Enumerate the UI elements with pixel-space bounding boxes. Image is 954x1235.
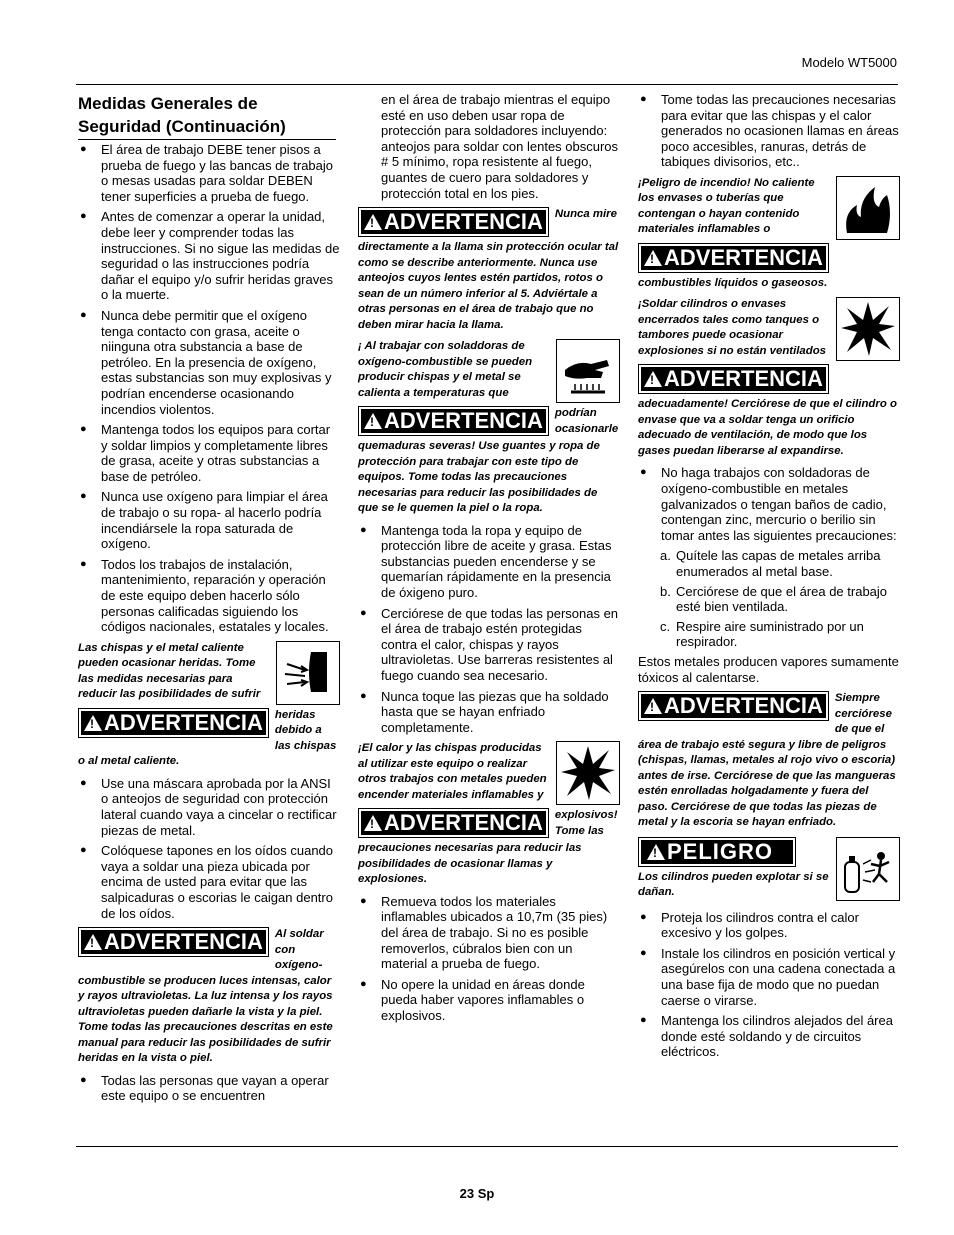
- warning-triangle-icon: [644, 698, 662, 714]
- list-item: ● Instale los cilindros en posición vertical y asegúrelos con una cadena conectada a una base fija de modo que no puedan caerse o virarse.: [638, 946, 900, 1008]
- warning-badge: ! ADVERTENCIA: [358, 406, 549, 436]
- warning-badge: ! ADVERTENCIA: [358, 207, 549, 237]
- list-item: ● Antes de comenzar a operar la unidad, debe leer y comprender todas las instrucciones. Si no sigue las medidas de seguridad o las instrucciones podría dañar el equipo y/o sufrir heridas graves o la muerte.: [78, 209, 340, 303]
- danger-text: Los cilindros pueden explotar si se dañan.: [638, 870, 829, 899]
- bottom-rule: [76, 1146, 898, 1147]
- list-item: ● No opere la unidad en áreas donde pueda haber vapores inflamables o explosivos.: [358, 977, 620, 1024]
- hot-surface-hand-icon: [556, 339, 620, 403]
- fire-icon: [836, 176, 900, 240]
- column-2: [358, 92, 620, 1029]
- warning-triangle-icon: [644, 250, 662, 266]
- section-title: Medidas Generales de Seguridad (Continuación): [78, 92, 336, 140]
- warning-text: ¡Soldar cilindros o envases encerrados tales como tanques o tambores puede ocasionar explosiones si no están ventilados adecuadamente! Cerciórese de que el cilindro o envase que va a soldar tenga un orificio adecuado de ventilación, de modo que los gases puedan liberarse al expandirse.: [638, 298, 897, 457]
- list-item: ● Todos los trabajos de instalación, mantenimiento, reparación y operación de este equipo deben hacerlo sólo personas calificadas siguiendo los códigos nacionales, estatales y locales.: [78, 557, 340, 635]
- cylinder-explosion-icon: [836, 837, 900, 901]
- warning-badge: ! ADVERTENCIA: [638, 364, 829, 394]
- warning-block: [78, 927, 340, 1067]
- explosion-icon: [556, 741, 620, 805]
- model-label: Modelo WT5000: [801, 55, 897, 70]
- face-shield-icon: [276, 641, 340, 705]
- warning-text: ¡Peligro de incendio! No caliente los envases o tuberías que contengan o hayan contenido materiales inflamables o combustibles líquidos o gaseosos.: [638, 176, 828, 289]
- list-item: ● Nunca use oxígeno para limpiar el área de trabajo o su ropa- al hacerlo podría incendiársele la ropa saturada de oxígeno.: [78, 489, 340, 551]
- warning-triangle-icon: [364, 413, 382, 429]
- warning-badge: ! ADVERTENCIA: [638, 691, 829, 721]
- page-number: 23 Sp: [459, 1186, 495, 1201]
- continued-text: en el área de trabajo mientras el equipo esté en uso deben usar ropa de protección para soldadores incluyendo: anteojos para soldar con lentes obscuros # 5 mínimo, ropa resistente al fuego, guantes de cuero para soldadores y protección total en los pies.: [381, 92, 619, 201]
- danger-badge: ! PELIGRO: [638, 837, 796, 867]
- warning-block: [78, 641, 340, 770]
- list-item: ● Mantenga toda la ropa y equipo de protección libre de aceite y grasa. Estas substancias pueden encenderse y se quemarían rápidamente en la presencia de óxigeno puro.: [358, 523, 620, 601]
- warning-triangle-icon: [364, 214, 382, 230]
- warning-block: [358, 207, 620, 333]
- list-item: ● Mantenga los cilindros alejados del área donde esté soldando y de circuitos eléctricos.: [638, 1013, 900, 1060]
- warning-text: ¡El calor y las chispas producidas al utilizar este equipo o realizar otros trabajos con metales pueden encender materiales inflamables y explosivos! Tome las precauciones necesarias para reducir las posibilidades de ocasionar llamas y explosiones.: [358, 742, 618, 886]
- warning-text: ¡ Al trabajar con soladdoras de oxígeno-combustible se pueden producir chispas y el metal se calienta a temperaturas que podrían ocasionarle quemaduras severas! Use guantes y ropa de protección para trabajar con este tipo de equipos. Tome todas las precauciones necesarias para reducir las posibilidades de que se le quemen la piel o la ropa.: [358, 340, 619, 515]
- list-item: ● Mantenga todos los equipos para cortar y soldar limpios y completamente libres de grasa, aceite y otras substancias a base de petróleo.: [78, 422, 340, 484]
- warning-triangle-icon: [84, 934, 102, 950]
- list-item: ● Nunca toque las piezas que ha soldado hasta que se hayan enfriado completamente.: [358, 689, 620, 736]
- sub-item: b. Cerciórese de que el área de trabajo esté bien ventilada.: [660, 583, 888, 615]
- warning-triangle-icon: [364, 815, 382, 831]
- explosion-icon: [836, 297, 900, 361]
- list-item: ● Use una máscara aprobada por la ANSI o anteojos de seguridad con protección lateral cuando vaya a cincelar o rectificar piezas de metal.: [78, 776, 340, 838]
- warning-badge: ! ADVERTENCIA: [78, 927, 269, 957]
- danger-block: [638, 837, 900, 904]
- list-item: ● Todas las personas que vayan a operar este equipo o se encuentren: [78, 1073, 340, 1104]
- top-rule: [76, 84, 898, 85]
- warning-triangle-icon: [84, 715, 102, 731]
- column-3: [638, 92, 900, 1065]
- warning-badge: ! ADVERTENCIA: [638, 243, 829, 273]
- sub-item: c. Respire aire suministrado por un respirador.: [660, 618, 864, 650]
- list-item: ● Colóquese tapones en los oídos cuando vaya a soldar una pieza ubicada por encima de usted para evitar que las salpicaduras o escorias le caigan dentro de los oídos.: [78, 843, 340, 921]
- warning-block: [638, 176, 900, 292]
- warning-block: [358, 339, 620, 517]
- warning-block: [638, 691, 900, 831]
- list-item: ● No haga trabajos con soldadoras de oxígeno-combustible en metales galvanizados o tengan baños de cadio, contengan zinc, mercurio o berilio sin tomar antes las siguientes precauciones:: [638, 465, 900, 543]
- list-item: ● Nunca debe permitir que el oxígeno tenga contacto con grasa, aceite o niinguna otra substancia a base de petróleo. En la presencia de oxígeno, estas substancias son muy explosivas y podrían encenderse ocasionando incendios violentos.: [78, 308, 340, 417]
- list-item: ● Tome todas las precauciones necesarias para evitar que las chispas y el calor generados no ocasionen llamas en áreas poco accesibles, ranuras, detrás de tabiques divisorios, etc..: [638, 92, 900, 170]
- list-item: ● Remueva todos los materiales inflamables ubicados a 10,7m (35 pies) del área de trabajo. Si no es posible removerlos, cúbralos bien con un material a prueba de fuego.: [358, 894, 620, 972]
- warning-text: Al soldar con oxígeno-combustible se producen luces intensas, calor y rayos ultravioletas. La luz intensa y los rayos ultravioletas pueden dañarle la vista y la piel. Tome todas las precauciones descritas en este manual para reducir las posibilidades de sufrir heridas en la vista o piel.: [78, 928, 333, 1065]
- warning-block: [358, 741, 620, 888]
- warning-block: [638, 297, 900, 459]
- warning-triangle-icon: [647, 844, 665, 860]
- warning-text: Las chispas y el metal caliente pueden ocasionar heridas. Tome las medidas necesarias para reducir las posibilidades de sufrir heridas debido a las chispas o al metal caliente.: [78, 641, 337, 768]
- list-item: ● El área de trabajo DEBE tener pisos a prueba de fuego y las bancas de trabajo o mesas usadas para soldar DEBEN tener superficies a prueba de fuego.: [78, 142, 340, 204]
- warning-text: Siempre cerciórese de que el área de trabajo esté segura y libre de peligros (chispas, llamas, metales al rojo vivo o escoria) antes de irse. Cerciórese de que las mangueras estén enrolladas holgadamente y fuera del paso. Cerciórese de que todas las piezas de metal y la escoria se hayan enfriado.: [638, 692, 896, 829]
- warning-badge: ! ADVERTENCIA: [78, 708, 269, 738]
- warning-badge: ! ADVERTENCIA: [358, 808, 549, 838]
- column-1: [78, 92, 340, 1109]
- warning-triangle-icon: [644, 371, 662, 387]
- warning-text: Nunca mire directamente a la llama sin protección ocular tal como se describe anteriormente. Nunca use anteojos cuyos lentes estén partidos, rotos o sean de un número inferior al 5. Adviértale a otras personas en el área de trabajo que no deben mirar hacia la llama.: [358, 208, 619, 331]
- sub-item: a. Quítele las capas de metales arriba enumerados al metal base.: [660, 548, 881, 580]
- list-item: ● Cerciórese de que todas las personas en el área de trabajo estén protegidas contra el calor, chispas y rayos ultravioletas. Use barreras resistentes al fuego cuando sea necesario.: [358, 606, 620, 684]
- note-text: Estos metales producen vapores sumamente tóxicos al calentarse.: [638, 654, 899, 685]
- list-item: ● Proteja los cilindros contra el calor excesivo y los golpes.: [638, 910, 900, 941]
